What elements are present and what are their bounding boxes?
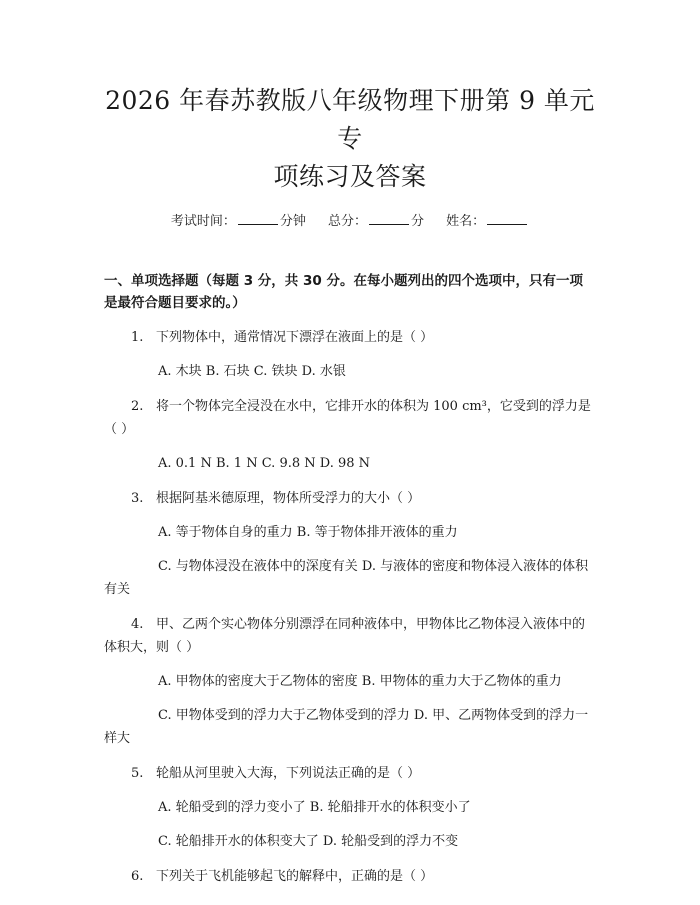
question-options: A. 木块 B. 石块 C. 铁块 D. 水银 [158, 364, 346, 379]
question-stem [104, 487, 596, 510]
question-text: 下列关于飞机能够起飞的解释中，正确的是（ ） [156, 869, 434, 884]
time-unit: 分钟 [279, 214, 306, 229]
question-item [104, 762, 596, 853]
exam-score [328, 212, 424, 231]
question-item [104, 487, 596, 601]
exam-name [446, 212, 529, 231]
title-line-1: 2026 年春苏教版八年级物理下册第 9 单元专 [105, 86, 595, 153]
question-number: 5. [131, 766, 144, 781]
question-options: C. 甲物体受到的浮力大于乙物体受到的浮力 D. 甲、乙两物体受到的浮力一样大 [104, 708, 589, 746]
exam-meta [104, 212, 596, 231]
question-options: C. 轮船排开水的体积变大了 D. 轮船受到的浮力不变 [158, 834, 459, 849]
question-options: A. 等于物体自身的重力 B. 等于物体排开液体的重力 [158, 525, 458, 540]
question-stem [104, 326, 596, 349]
question-number: 2. [131, 399, 144, 414]
question-options: C. 与物体浸没在液体中的深度有关 D. 与液体的密度和物体浸入液体的体积有关 [104, 559, 589, 597]
question-number: 6. [131, 869, 144, 884]
score-label: 总分： [327, 214, 367, 229]
title-line-2: 项练习及答案 [273, 162, 427, 191]
name-label: 姓名： [446, 214, 486, 229]
question-item [104, 395, 596, 475]
question-number: 1. [131, 330, 144, 345]
question-text: 轮船从河里驶入大海，下列说法正确的是（ ） [156, 766, 421, 781]
question-stem [104, 613, 596, 659]
question-text: 将一个物体完全浸没在水中，它排开水的体积为 100 cm³，它受到的浮力是（ ） [104, 399, 591, 437]
question-stem [104, 395, 596, 441]
question-text: 甲、乙两个实心物体分别漂浮在同种液体中，甲物体比乙物体浸入液体中的体积大，则（ ） [104, 617, 586, 655]
score-unit: 分 [411, 214, 425, 229]
question-list [104, 326, 596, 888]
question-text: 下列物体中，通常情况下漂浮在液面上的是（ ） [156, 330, 434, 345]
question-stem [104, 865, 596, 888]
section-heading: 一、单项选择题（每题 3 分，共 30 分。在每小题列出的四个选项中，只有一项是最符合题目要求的。） [104, 273, 583, 311]
name-blank [487, 212, 527, 225]
document-title [104, 82, 596, 196]
question-item [104, 613, 596, 750]
question-item [104, 326, 596, 383]
question-stem [104, 762, 596, 785]
time-label: 考试时间： [170, 214, 236, 229]
question-text: 根据阿基米德原理，物体所受浮力的大小（ ） [156, 491, 421, 506]
score-blank [369, 212, 409, 225]
question-options: A. 轮船受到的浮力变小了 B. 轮船排开水的体积变小了 [158, 800, 471, 815]
question-number: 3. [131, 491, 144, 506]
question-options: A. 0.1 N B. 1 N C. 9.8 N D. 98 N [158, 456, 371, 471]
question-item [104, 865, 596, 888]
time-blank [238, 212, 278, 225]
question-number: 4. [131, 617, 144, 632]
exam-time [171, 212, 306, 231]
question-options: A. 甲物体的密度大于乙物体的密度 B. 甲物体的重力大于乙物体的重力 [158, 674, 562, 689]
